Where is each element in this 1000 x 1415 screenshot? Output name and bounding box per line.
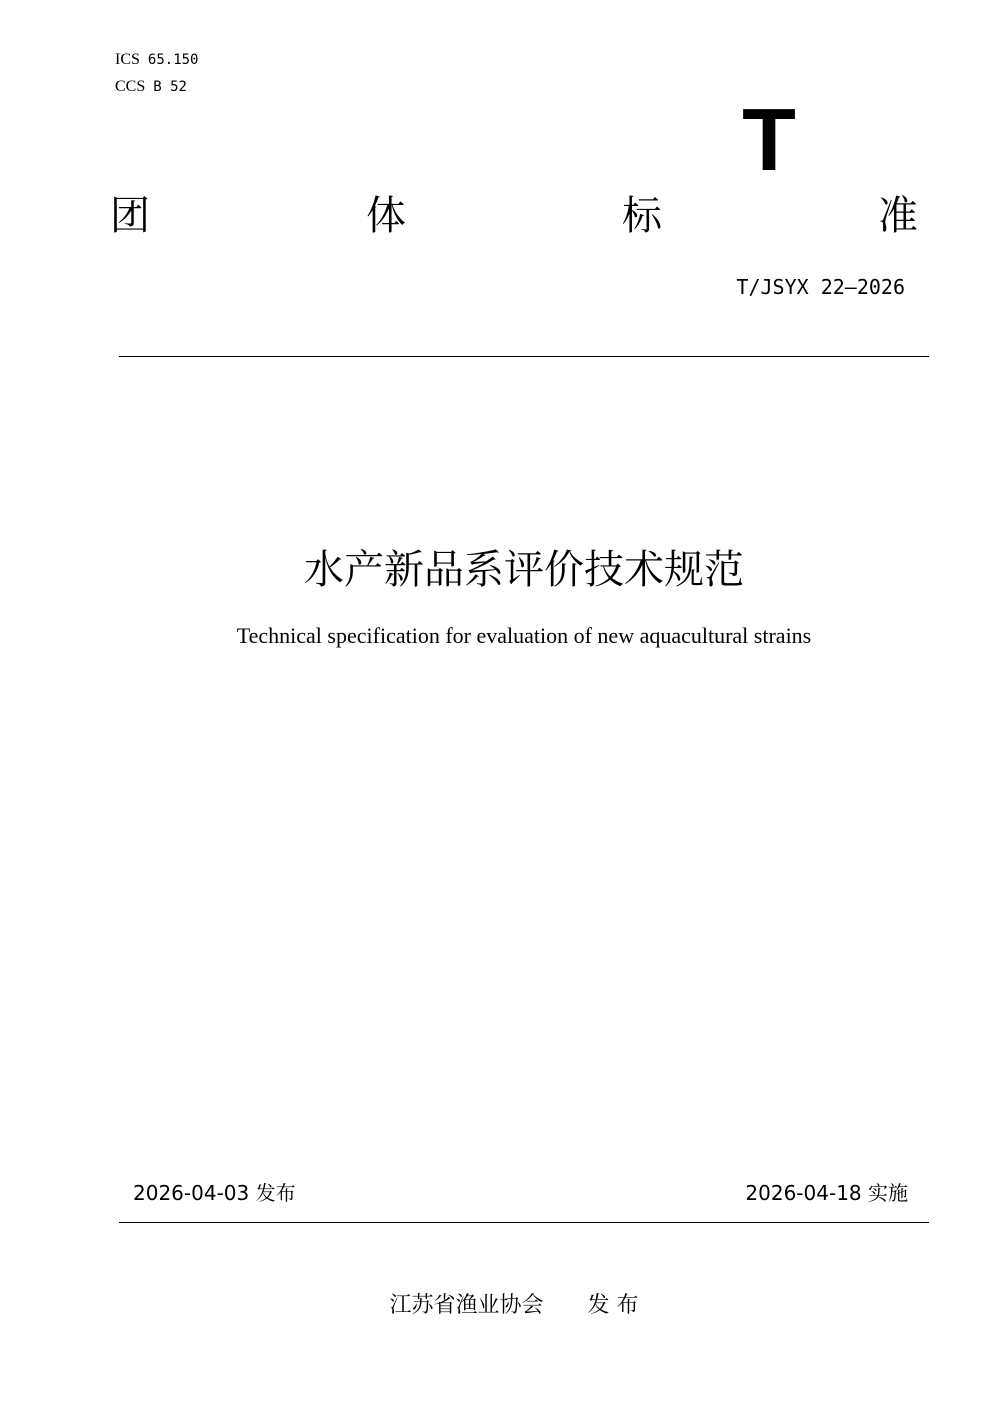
- publisher-suffix: 发 布: [587, 1293, 639, 1318]
- standard-type-char: 标: [622, 193, 662, 239]
- bottom-divider: [119, 1222, 929, 1223]
- publisher-line: [0, 1292, 1000, 1320]
- standard-type-char: 体: [366, 193, 406, 239]
- ics-value: 65.150: [147, 52, 199, 68]
- standard-type-char: 团: [110, 193, 150, 239]
- standard-type-char: 准: [878, 193, 918, 239]
- document-title-english: Technical specification for evaluation of new aquacultural strains: [236, 623, 812, 648]
- ics-label: ICS: [115, 51, 140, 68]
- standard-number: T/JSYX 22—2026: [736, 275, 905, 299]
- document-title-chinese: 水产新品系评价技术规范: [304, 547, 744, 593]
- top-divider: [119, 356, 929, 357]
- ccs-label: CCS: [115, 78, 146, 95]
- issue-date: 2026-04-03 发布: [133, 1181, 296, 1205]
- ccs-classification: [115, 77, 187, 96]
- effective-date: 2026-04-18 实施: [745, 1181, 908, 1205]
- publisher-name: 江苏省渔业协会: [389, 1293, 544, 1318]
- ics-classification: [115, 50, 198, 69]
- standard-type-mark: T: [742, 90, 796, 189]
- ccs-value: B 52: [153, 79, 187, 95]
